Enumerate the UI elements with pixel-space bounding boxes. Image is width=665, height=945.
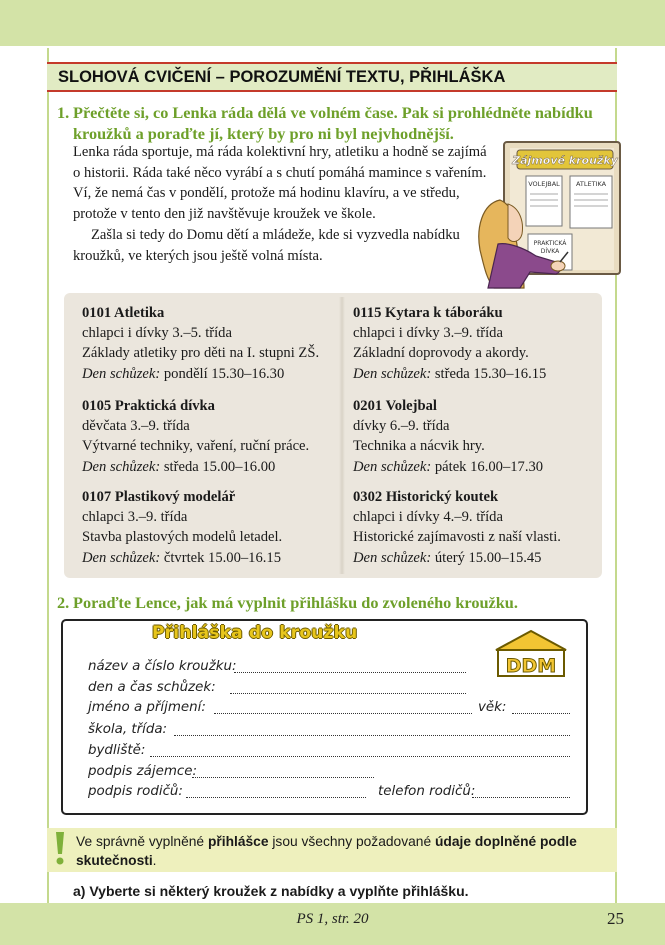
- club-0115: [353, 303, 546, 384]
- note-text-1: Ve správně vyplněné: [76, 834, 208, 849]
- schedule-label: Den schůzek:: [82, 365, 161, 382]
- task-2-number: 2.: [57, 593, 70, 612]
- club-description: Základní doprovody a akordy.: [353, 345, 529, 362]
- field-club-line[interactable]: [234, 672, 466, 673]
- club-schedule: [82, 457, 309, 477]
- page-number: 25: [607, 909, 624, 928]
- note-bold-1: přihlášce: [207, 834, 269, 849]
- field-applicant-signature-line[interactable]: [192, 777, 374, 778]
- notice-athletics: ATLETIKA: [575, 180, 607, 188]
- field-school-label: škola, třída:: [88, 722, 168, 737]
- field-time-line[interactable]: [230, 693, 466, 694]
- club-title: 0201 Volejbal: [353, 398, 437, 414]
- story-paragraph-1: Lenka ráda sportuje, má ráda kolektivní hry, atletiku a hodně se zajímá o historii. Ráda také něco vyrábí a s chutí pomáhá mamince s vařením. Ví, že nemá čas v pondělí, protože má hodinu klavíru, a ve středu, protože v tento den již navštěvuje kroužek ve škole.: [73, 144, 487, 223]
- field-phone-label: telefon rodičů:: [378, 784, 476, 799]
- club-time: středa 15.30–16.15: [434, 365, 547, 382]
- club-time: pondělí 15.30–16.30: [163, 365, 285, 382]
- schedule-label: Den schůzek:: [82, 458, 161, 475]
- subtask-a: a) Vyberte si některý kroužek z nabídky a vyplňte přihlášku.: [73, 883, 469, 899]
- field-name-label: jméno a příjmení:: [88, 700, 206, 715]
- field-phone-line[interactable]: [472, 797, 570, 798]
- note-text: [76, 832, 596, 870]
- field-age-label: věk:: [478, 700, 507, 715]
- book-spine: [339, 297, 345, 574]
- club-description: Výtvarné techniky, vaření, ruční práce.: [82, 438, 310, 455]
- club-group: chlapci i dívky 3.–5. třída: [82, 325, 232, 342]
- notice-practical-girl-1: PRAKTICKÁ: [533, 240, 567, 247]
- note-text-3: .: [152, 853, 157, 868]
- task-1-line-2: kroužků a poraďte jí, který by pro ni byl nejvhodnější.: [73, 124, 454, 143]
- club-time: středa 15.00–16.00: [163, 458, 276, 475]
- club-group: chlapci 3.–9. třída: [82, 509, 188, 526]
- club-0302: [353, 487, 561, 568]
- club-0101: [82, 303, 319, 384]
- club-title: 0105 Praktická dívka: [82, 398, 215, 414]
- exclamation-icon: [54, 830, 66, 866]
- schedule-label: Den schůzek:: [353, 549, 432, 566]
- story-paragraph-2: Zašla si tedy do Domu dětí a mládeže, kde si vyzvedla nabídku kroužků, ve kterých jsou ještě volná místa.: [73, 226, 460, 264]
- club-description: Historické zajímavosti z naší vlasti.: [353, 529, 561, 546]
- schedule-label: Den schůzek:: [353, 458, 432, 475]
- field-club-label: název a číslo kroužku:: [88, 659, 237, 674]
- club-title: 0101 Atletika: [82, 305, 165, 321]
- club-group: děvčata 3.–9. třída: [82, 418, 190, 435]
- notice-volleyball: VOLEJBAL: [528, 180, 560, 188]
- club-0107: [82, 487, 282, 568]
- field-address-label: bydliště:: [88, 743, 146, 758]
- club-time: úterý 15.00–15.45: [434, 549, 542, 566]
- club-0201: [353, 396, 543, 477]
- field-time-label: den a čas schůzek:: [88, 680, 216, 695]
- workbook-reference: PS 1, str. 20: [296, 911, 369, 927]
- club-schedule: [353, 548, 561, 568]
- club-time: čtvrtek 15.00–16.15: [163, 549, 282, 566]
- task-2-text: Poraďte Lence, jak má vyplnit přihlášku do zvoleného kroužku.: [73, 593, 518, 612]
- field-parents-signature-label: podpis rodičů:: [88, 784, 183, 799]
- top-decor-bar: [0, 0, 665, 46]
- notice-practical-girl-2: DÍVKA: [540, 248, 560, 255]
- club-title: 0115 Kytara k táboráku: [353, 305, 503, 321]
- task-1-line-1: Přečtěte si, co Lenka ráda dělá ve volném čase. Pak si prohlédněte nabídku: [73, 103, 593, 122]
- field-parents-signature-line[interactable]: [186, 797, 366, 798]
- field-age-line[interactable]: [512, 713, 570, 714]
- story-text: [73, 142, 488, 266]
- note-bold-2: údaje doplněné podle skutečnosti: [76, 834, 577, 868]
- club-description: Stavba plastových modelů letadel.: [82, 529, 283, 546]
- club-group: dívky 6.–9. třída: [353, 418, 450, 435]
- club-group: chlapci i dívky 3.–9. třída: [353, 325, 503, 342]
- club-schedule: [353, 457, 543, 477]
- section-title: SLOHOVÁ CVIČENÍ – POROZUMĚNÍ TEXTU, PŘIHLÁŠKA: [47, 62, 617, 92]
- club-description: Základy atletiky pro děti na I. stupni ZŠ.: [82, 345, 320, 362]
- club-group: chlapci i dívky 4.–9. třída: [353, 509, 503, 526]
- club-schedule: [353, 364, 546, 384]
- club-schedule: [82, 548, 282, 568]
- club-description: Technika a nácvik hry.: [353, 438, 485, 455]
- task-1-number: 1.: [57, 103, 70, 122]
- field-name-line[interactable]: [214, 713, 472, 714]
- club-0105: [82, 396, 309, 477]
- task-2: [57, 592, 617, 613]
- ddm-logo-text: DDM: [505, 655, 557, 677]
- club-time: pátek 16.00–17.30: [434, 458, 544, 475]
- schedule-label: Den schůzek:: [353, 365, 432, 382]
- field-address-line[interactable]: [150, 756, 570, 757]
- schedule-label: Den schůzek:: [82, 549, 161, 566]
- field-school-line[interactable]: [174, 735, 570, 736]
- field-applicant-signature-label: podpis zájemce:: [88, 764, 197, 779]
- board-title: Zájmové kroužky: [512, 154, 618, 167]
- note-text-2: jsou všechny požadované: [268, 834, 435, 849]
- form-title: Přihláška do kroužku: [152, 623, 358, 643]
- club-title: 0107 Plastikový modelář: [82, 489, 236, 505]
- club-title: 0302 Historický koutek: [353, 489, 499, 505]
- club-schedule: [82, 364, 319, 384]
- girl-at-noticeboard-illustration: [464, 138, 624, 296]
- ddm-logo: [492, 628, 570, 680]
